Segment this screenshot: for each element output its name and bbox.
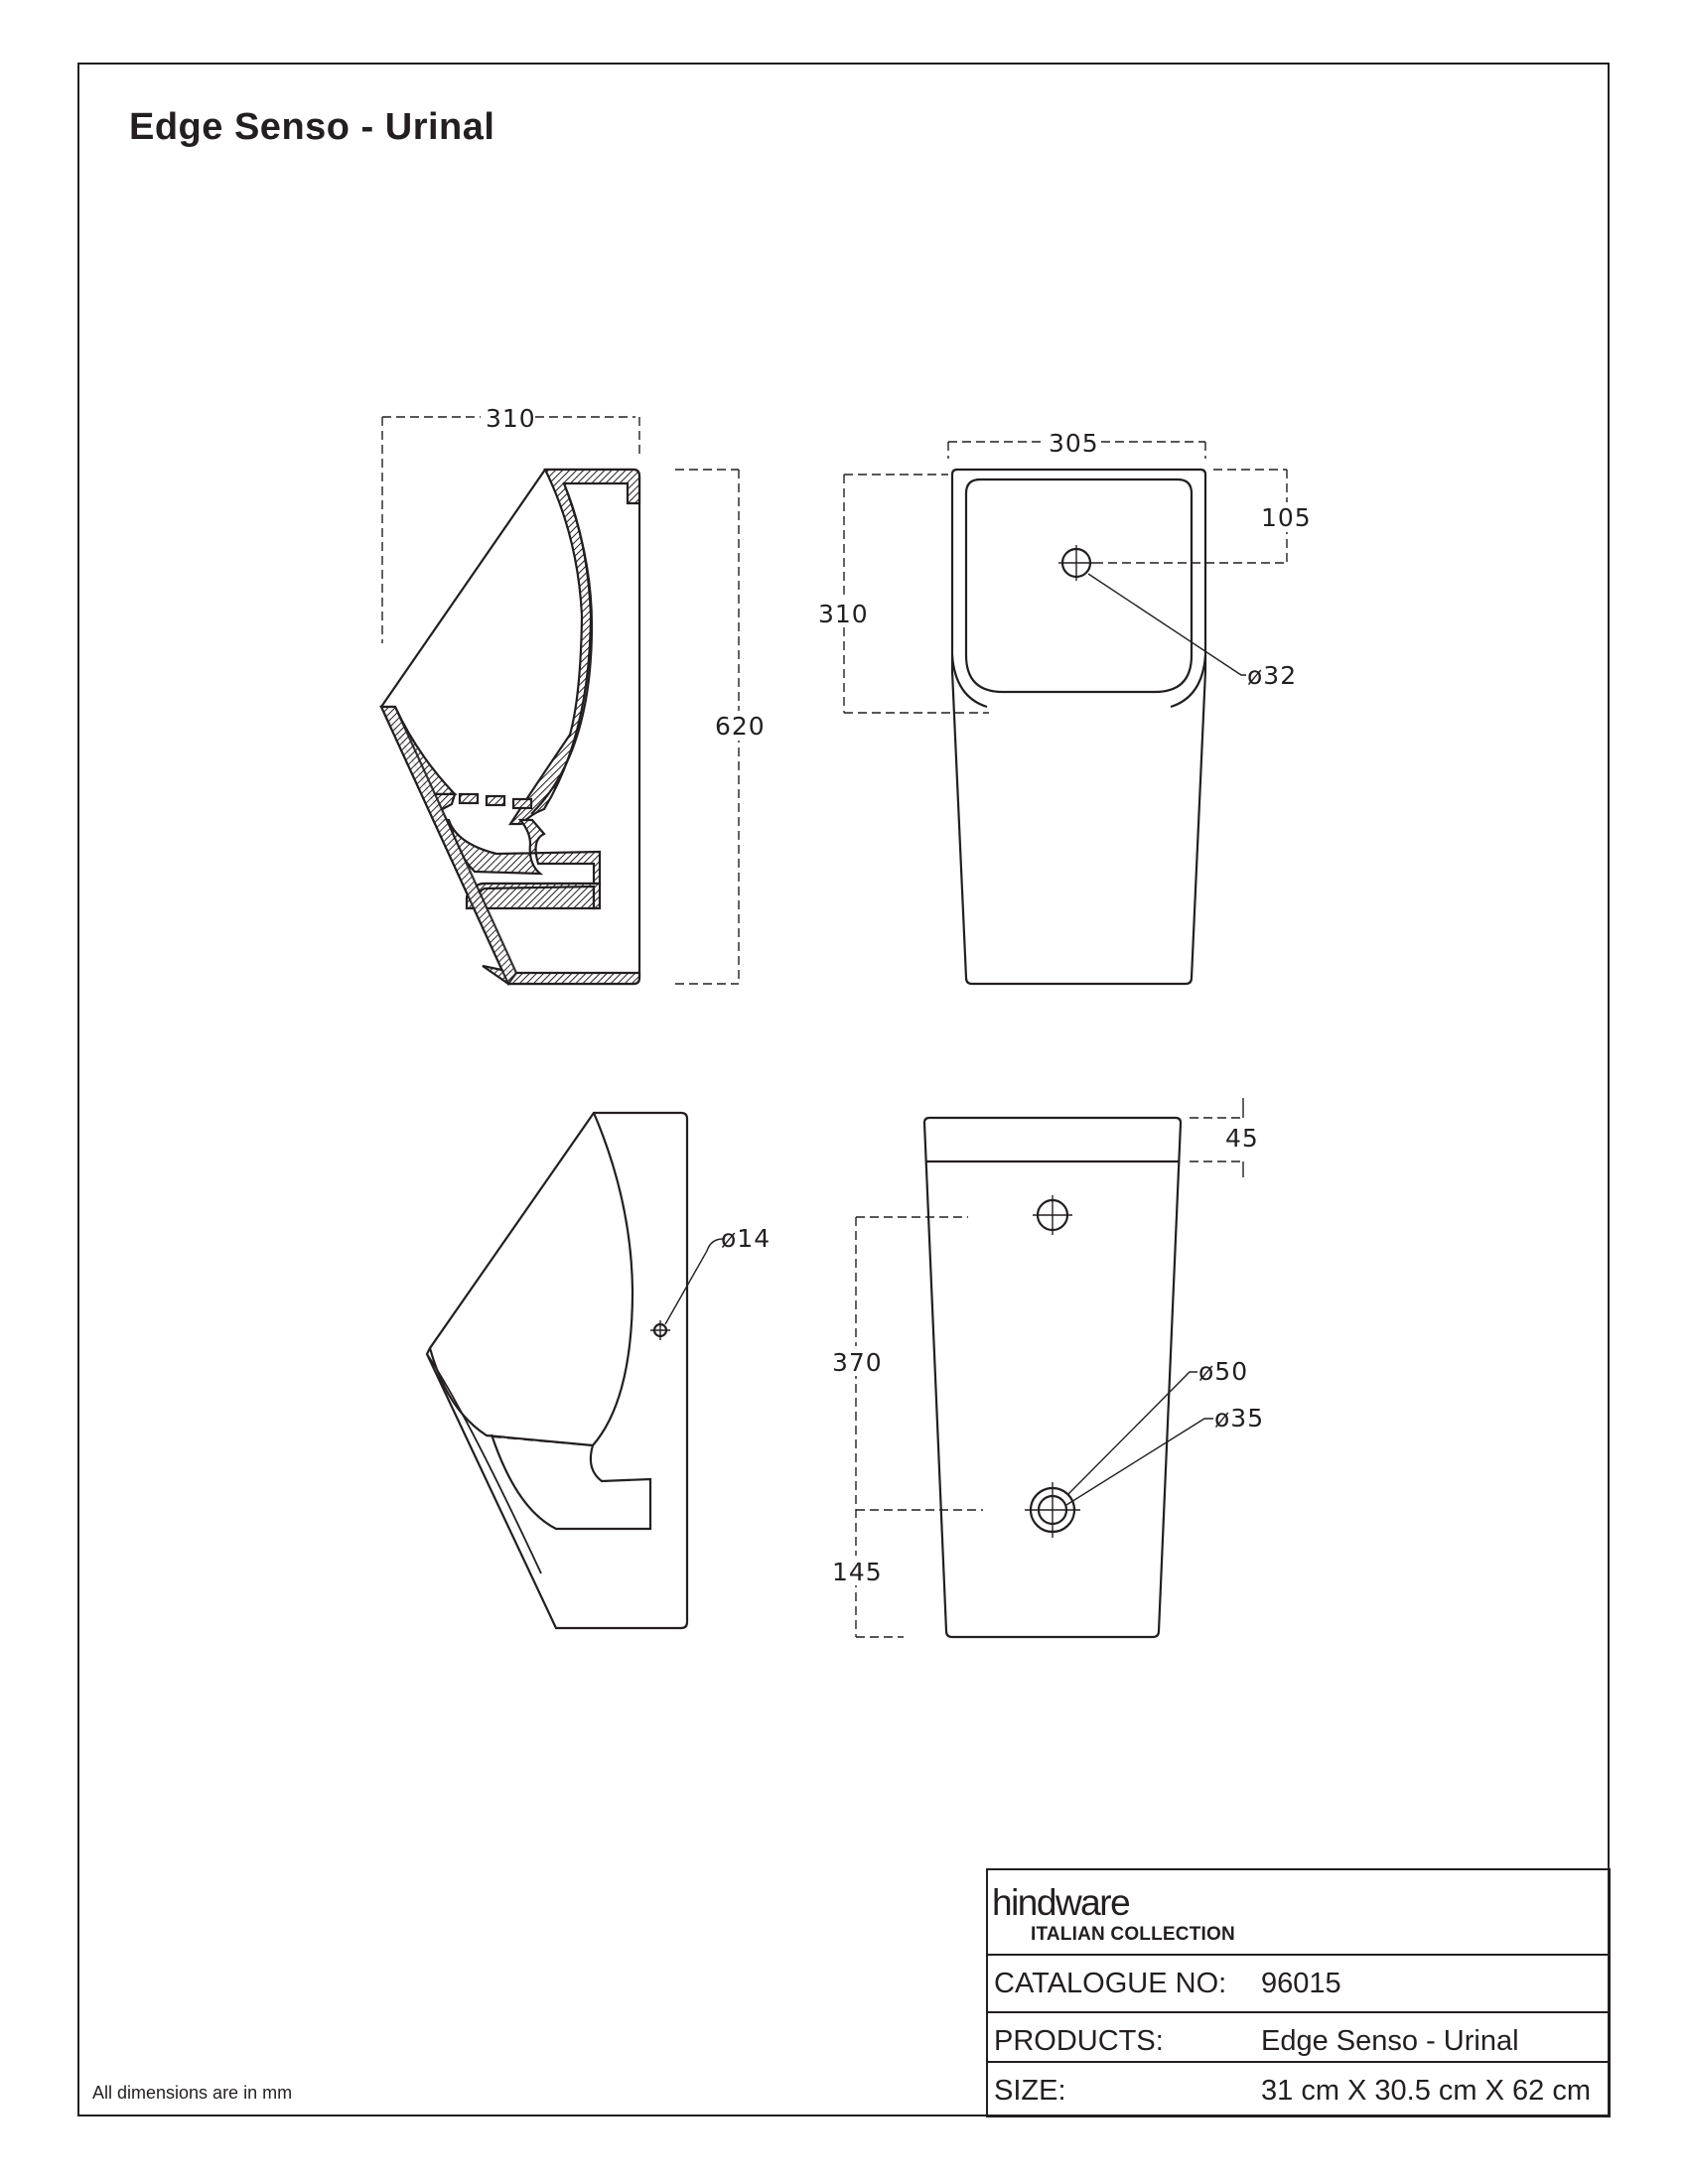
brand-logo — [988, 1870, 1609, 1954]
size-label: SIZE: — [994, 2075, 1066, 2107]
section-view — [381, 417, 739, 984]
front-view — [844, 442, 1287, 984]
size-row — [988, 2061, 1609, 2120]
dim-side-height: 620 — [715, 712, 766, 741]
dim-side-hole-diameter: ø14 — [721, 1224, 772, 1253]
dim-outlet-outer-diameter: ø50 — [1198, 1357, 1249, 1386]
dim-back-top-offset: 45 — [1225, 1124, 1259, 1153]
catalogue-row — [988, 1954, 1609, 2013]
page-title: Edge Senso - Urinal — [129, 106, 495, 148]
dim-front-top-offset: 105 — [1261, 503, 1312, 532]
dim-back-spacing: 370 — [832, 1348, 883, 1377]
back-view — [856, 1098, 1243, 1637]
dim-front-hole-diameter: ø32 — [1247, 661, 1298, 690]
catalogue-label: CATALOGUE NO: — [994, 1968, 1227, 1999]
products-label: PRODUCTS: — [994, 2025, 1164, 2057]
size-value: 31 cm X 30.5 cm X 62 cm — [1261, 2075, 1592, 2107]
dim-back-bottom-offset: 145 — [832, 1558, 883, 1586]
dim-front-bowl-height: 310 — [818, 600, 869, 628]
dim-front-width: 305 — [1049, 429, 1099, 458]
products-value: Edge Senso - Urinal — [1261, 2025, 1519, 2057]
side-elevation-view — [427, 1113, 723, 1628]
catalogue-value: 96015 — [1261, 1968, 1341, 1999]
brand-collection: ITALIAN COLLECTION — [1031, 1924, 1235, 1945]
brand-name: hindware — [992, 1882, 1130, 1923]
dim-side-width: 310 — [486, 404, 536, 433]
dim-outlet-inner-diameter: ø35 — [1214, 1404, 1265, 1433]
units-note: All dimensions are in mm — [92, 2083, 293, 2103]
title-block — [986, 1868, 1611, 2117]
